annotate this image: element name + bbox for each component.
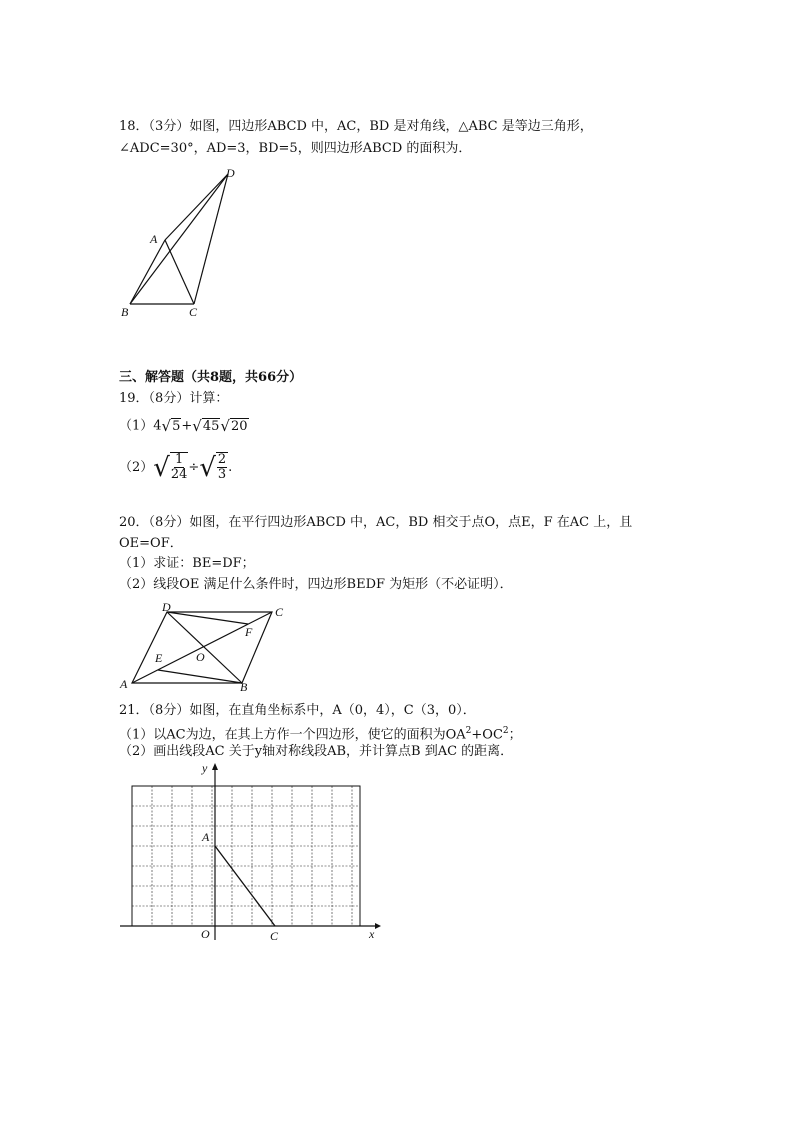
label-O: O (196, 650, 205, 664)
divide-sign: ÷ (188, 460, 200, 475)
sqrt-3: √ 20 (220, 417, 248, 435)
grid-border (132, 786, 360, 926)
diagonal-BD (167, 612, 242, 683)
segment-CD (194, 174, 228, 304)
q19-p2-prefix: （2） (119, 460, 154, 475)
y-axis-arrow (212, 763, 218, 770)
label-A: A (120, 677, 128, 691)
q18-line1: 18．（3分）如图，四边形ABCD 中，AC，BD 是对角线，△ABC 是等边三角形， (119, 119, 593, 134)
label-C: C (275, 605, 284, 619)
q20-figure (112, 598, 302, 696)
q18-line2: ∠ADC=30°，AD=3，BD=5，则四边形ABCD 的面积为． (119, 141, 472, 156)
label-O: O (201, 927, 210, 941)
label-D: D (162, 600, 171, 614)
section-heading: 三、解答题（共8题，共66分） (119, 370, 303, 385)
label-B: B (121, 305, 129, 319)
q19-part1 (119, 418, 249, 435)
segment-AC (165, 240, 194, 304)
label-B: B (240, 680, 248, 694)
segment-AD (165, 174, 228, 240)
label-y: y (202, 761, 208, 775)
label-A: A (202, 830, 210, 844)
segment-BD (130, 174, 228, 304)
label-F: F (245, 625, 253, 639)
q19-p1-prefix: （1）4 (119, 418, 162, 434)
label-D: D (226, 166, 235, 180)
q18-figure (110, 162, 250, 322)
sqrt-frac-1: √ $\frac{1}{24}$ (153, 451, 188, 483)
q21-part2: （2）画出线段AC 关于y轴对称线段AB，并计算点B 到AC 的距离． (119, 744, 514, 759)
x-axis-arrow (375, 923, 381, 929)
sqrt-2: √ 45 (192, 417, 220, 435)
radicand-1: 5 (172, 419, 181, 434)
label-C: C (189, 305, 198, 319)
q20-line1: 20．（8分）如图，在平行四边形ABCD 中，AC，BD 相交于点O，点E，F 在AC 上，且 (119, 515, 633, 530)
label-A: A (150, 232, 158, 246)
segment-AB (130, 240, 165, 304)
q19-part2: （2） √ $\frac{1}{24}$ ÷ √ $\frac{2}{3}$ . (119, 451, 233, 483)
fraction-2: $\frac{2}{3}$ (217, 451, 227, 482)
q19-stem: 19．（8分）计算： (119, 391, 229, 406)
label-E: E (155, 651, 163, 665)
label-x: x (369, 927, 375, 941)
plus-sign: + (181, 418, 193, 434)
q20-line2: OE=OF． (119, 536, 183, 551)
q21-coordinate-grid (115, 760, 385, 945)
q21-part1: （1）以AC为边，在其上方作一个四边形，使它的面积为$OA^2+OC^2$； (119, 726, 522, 743)
q20-part2: （2）线段OE 满足什么条件时，四边形BEDF 为矩形（不必证明）． (119, 577, 513, 592)
segment-BE (158, 670, 242, 683)
diagonal-AC (132, 612, 272, 683)
segment-DF (167, 612, 248, 624)
sqrt-frac-2: √ $\frac{2}{3}$ (199, 451, 227, 483)
q21-line1: 21．（8分）如图，在直角坐标系中，A（0，4），C（3，0）． (119, 703, 476, 718)
sqrt-1: √ 5 (161, 417, 181, 435)
radicand-3: 20 (230, 419, 248, 434)
radicand-2: 45 (202, 419, 220, 434)
q20-part1: （1）求证：BE=DF； (119, 556, 255, 571)
label-C: C (270, 929, 279, 943)
fraction-1: $\frac{1}{24}$ (170, 451, 188, 482)
